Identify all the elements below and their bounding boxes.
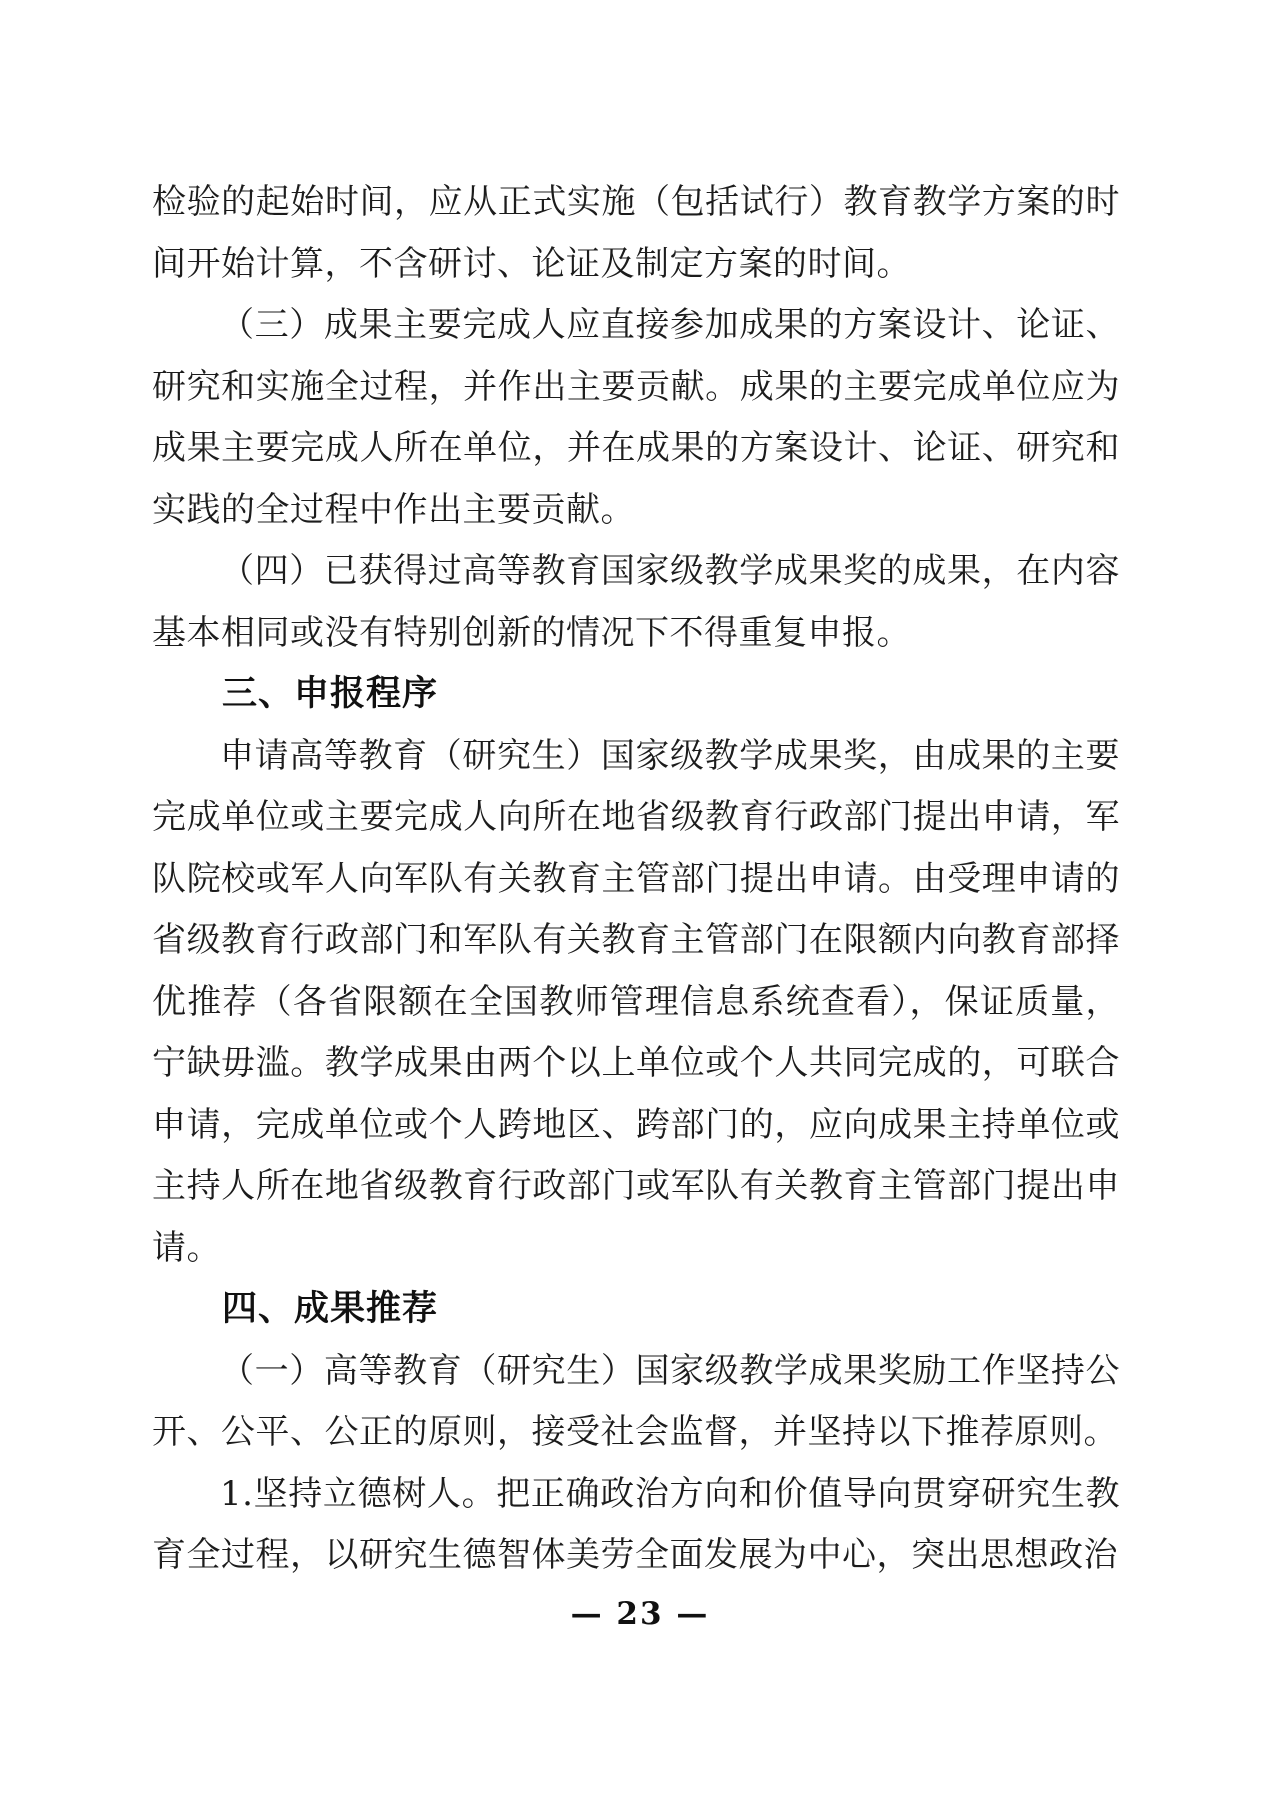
paragraph-item-3: （三）成果主要完成人应直接参加成果的方案设计、论证、研究和实施全过程，并作出主要贡献。成果的主要完成单位应为成果主要完成人所在单位，并在成果的方案设计、论证、研究和实践的全过程中作出主要贡献。 [152,305,1120,530]
paragraph-continuation: 检验的起始时间，应从正式实施（包括试行）教育教学方案的时间开始计算，不含研讨、论证及制定方案的时间。 [152,182,1120,284]
paragraph-item-1: （一）高等教育（研究生）国家级教学成果奖励工作坚持公开、公平、公正的原则，接受社会监督，并坚持以下推荐原则。 [152,1350,1120,1452]
section-heading-3-application-procedure: 三、申报程序 [222,674,439,714]
document-body [152,172,1120,1587]
section-heading-4-achievement-recommendation: 四、成果推荐 [222,1289,439,1329]
paragraph-principle-1: 1.坚持立德树人。把正确政治方向和价值导向贯穿研究生教育全过程，以研究生德智体美劳全面发展为中心，突出思想政治 [152,1473,1120,1575]
paragraph-application-procedure: 申请高等教育（研究生）国家级教学成果奖，由成果的主要完成单位或主要完成人向所在地省级教育行政部门提出申请，军队院校或军人向军队有关教育主管部门提出申请。由受理申请的省级教育行政部门和军队有关教育主管部门在限额内向教育部择优推荐（各省限额在全国教师管理信息系统查看），保证质量，宁缺毋滥。教学成果由两个以上单位或个人共同完成的，可联合申请，完成单位或个人跨地区、跨部门的，应向成果主持单位或主持人所在地省级教育行政部门或军队有关教育主管部门提出申请。 [152,735,1120,1268]
page-number: — 23 — [570,1596,710,1632]
paragraph-item-4: （四）已获得过高等教育国家级教学成果奖的成果，在内容基本相同或没有特别创新的情况下不得重复申报。 [152,551,1120,653]
